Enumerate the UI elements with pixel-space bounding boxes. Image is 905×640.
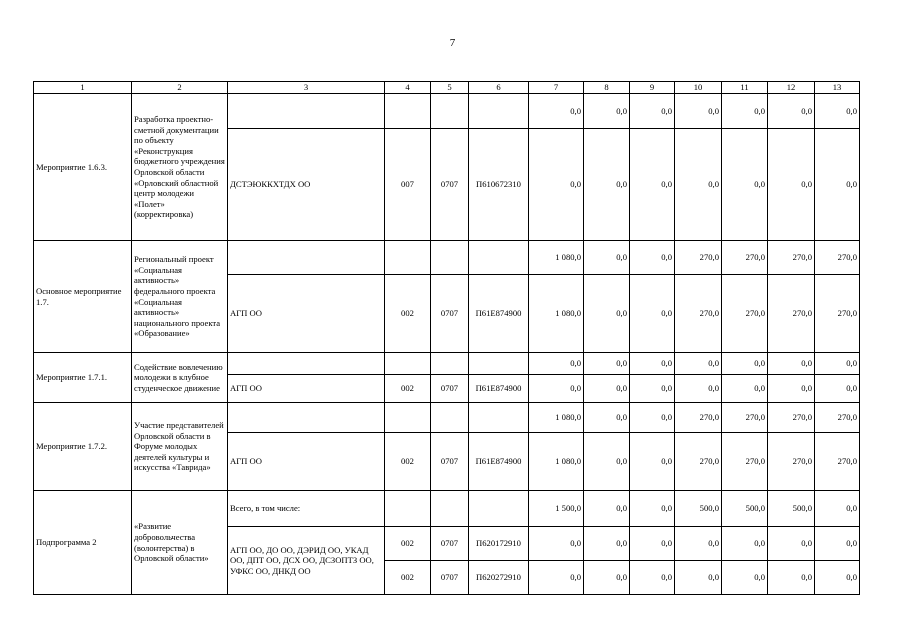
code-cell: П610672310: [469, 129, 529, 241]
code-cell: 002: [385, 433, 431, 491]
code-cell: П620172910: [469, 527, 529, 561]
value-cell: 270,0: [815, 275, 860, 353]
value-cell: 270,0: [675, 241, 722, 275]
code-cell: 0707: [431, 433, 469, 491]
code-cell: [431, 403, 469, 433]
executor-cell: АГП ОО: [228, 375, 385, 403]
value-cell: 0,0: [722, 527, 768, 561]
code-cell: П61Е874900: [469, 433, 529, 491]
value-cell: 0,0: [675, 94, 722, 129]
value-cell: 270,0: [722, 241, 768, 275]
code-cell: [469, 94, 529, 129]
value-cell: 270,0: [675, 275, 722, 353]
value-cell: 0,0: [584, 375, 630, 403]
executor-cell: АГП ОО: [228, 433, 385, 491]
table-row: [34, 403, 860, 433]
value-cell: 0,0: [630, 561, 675, 595]
executor-cell: Всего, в том числе:: [228, 491, 385, 527]
value-cell: 0,0: [768, 94, 815, 129]
code-cell: 002: [385, 527, 431, 561]
executor-cell: АГП ОО, ДО ОО, ДЭРИД ОО, УКАД ОО, ДПТ ОО, ДСХ ОО, ДСЗОПТЗ ОО, УФКС ОО, ДНКД ОО: [228, 527, 385, 595]
value-cell: 0,0: [722, 561, 768, 595]
column-header: 8: [584, 82, 630, 94]
executor-cell: ДСТЭЮККХТДХ ОО: [228, 129, 385, 241]
code-cell: [385, 353, 431, 375]
value-cell: 270,0: [815, 433, 860, 491]
value-cell: 0,0: [584, 491, 630, 527]
table-row: [34, 94, 860, 129]
code-cell: [469, 241, 529, 275]
value-cell: 1 080,0: [529, 433, 584, 491]
code-cell: 002: [385, 561, 431, 595]
value-cell: 270,0: [768, 241, 815, 275]
value-cell: 0,0: [630, 433, 675, 491]
executor-cell: АГП ОО: [228, 275, 385, 353]
value-cell: 0,0: [675, 375, 722, 403]
value-cell: 0,0: [584, 527, 630, 561]
code-cell: 0707: [431, 129, 469, 241]
value-cell: 0,0: [815, 129, 860, 241]
activity-description: «Развитие добровольчества (волонтерства) в Орловской области»: [132, 491, 228, 595]
value-cell: 1 080,0: [529, 403, 584, 433]
activity-name: Основное мероприятие 1.7.: [34, 241, 132, 353]
code-cell: [469, 353, 529, 375]
column-header: 7: [529, 82, 584, 94]
value-cell: 0,0: [768, 561, 815, 595]
value-cell: 0,0: [584, 403, 630, 433]
value-cell: 0,0: [584, 275, 630, 353]
activity-name: Подпрограмма 2: [34, 491, 132, 595]
executor-cell: [228, 403, 385, 433]
value-cell: 270,0: [768, 275, 815, 353]
value-cell: 0,0: [675, 527, 722, 561]
value-cell: 0,0: [584, 94, 630, 129]
value-cell: 0,0: [815, 561, 860, 595]
value-cell: 0,0: [675, 561, 722, 595]
value-cell: 0,0: [630, 353, 675, 375]
value-cell: 0,0: [584, 241, 630, 275]
activity-description: Разработка проектно-сметной документации по объекту «Реконструкция бюджетного учреждения Орловской области «Орловский областной центр молодежи «Полет» (корректировка): [132, 94, 228, 241]
activity-description: Региональный проект «Социальная активность» федерального проекта «Социальная активность» национального проекта «Образование»: [132, 241, 228, 353]
value-cell: 0,0: [722, 129, 768, 241]
value-cell: 270,0: [768, 403, 815, 433]
column-header: 5: [431, 82, 469, 94]
value-cell: 0,0: [584, 561, 630, 595]
activity-name: Мероприятие 1.7.1.: [34, 353, 132, 403]
value-cell: 0,0: [584, 129, 630, 241]
value-cell: 0,0: [768, 375, 815, 403]
column-header: 4: [385, 82, 431, 94]
column-header: 10: [675, 82, 722, 94]
value-cell: 1 500,0: [529, 491, 584, 527]
code-cell: [431, 241, 469, 275]
value-cell: 0,0: [630, 375, 675, 403]
value-cell: 0,0: [630, 275, 675, 353]
executor-cell: [228, 353, 385, 375]
executor-cell: [228, 94, 385, 129]
code-cell: П61Е874900: [469, 275, 529, 353]
value-cell: 0,0: [815, 353, 860, 375]
value-cell: 0,0: [630, 527, 675, 561]
value-cell: 0,0: [815, 375, 860, 403]
code-cell: [469, 491, 529, 527]
code-cell: 0707: [431, 375, 469, 403]
value-cell: 0,0: [630, 241, 675, 275]
value-cell: 0,0: [584, 353, 630, 375]
value-cell: 270,0: [722, 275, 768, 353]
code-cell: [385, 241, 431, 275]
value-cell: 0,0: [768, 527, 815, 561]
value-cell: 0,0: [630, 94, 675, 129]
code-cell: [431, 94, 469, 129]
code-cell: П61Е874900: [469, 375, 529, 403]
value-cell: 0,0: [815, 527, 860, 561]
executor-cell: [228, 241, 385, 275]
code-cell: 002: [385, 275, 431, 353]
column-header: 1: [34, 82, 132, 94]
value-cell: 500,0: [675, 491, 722, 527]
column-header: 12: [768, 82, 815, 94]
column-header: 2: [132, 82, 228, 94]
code-cell: 007: [385, 129, 431, 241]
code-cell: [385, 403, 431, 433]
code-cell: [385, 94, 431, 129]
value-cell: 0,0: [630, 491, 675, 527]
value-cell: 0,0: [722, 353, 768, 375]
value-cell: 270,0: [675, 403, 722, 433]
activity-name: Мероприятие 1.6.3.: [34, 94, 132, 241]
column-header: 9: [630, 82, 675, 94]
activity-name: Мероприятие 1.7.2.: [34, 403, 132, 491]
code-cell: 0707: [431, 561, 469, 595]
code-cell: 0707: [431, 527, 469, 561]
value-cell: 0,0: [529, 527, 584, 561]
column-header: 11: [722, 82, 768, 94]
value-cell: 0,0: [768, 353, 815, 375]
value-cell: 0,0: [529, 129, 584, 241]
value-cell: 0,0: [529, 561, 584, 595]
column-header: 13: [815, 82, 860, 94]
value-cell: 0,0: [630, 129, 675, 241]
code-cell: П620272910: [469, 561, 529, 595]
value-cell: 0,0: [675, 353, 722, 375]
value-cell: 270,0: [768, 433, 815, 491]
code-cell: [431, 353, 469, 375]
page-number: 7: [449, 37, 456, 49]
header-row: [34, 82, 860, 94]
value-cell: 0,0: [722, 375, 768, 403]
value-cell: 1 080,0: [529, 241, 584, 275]
value-cell: 500,0: [722, 491, 768, 527]
table-row: [34, 241, 860, 275]
table-row: [34, 491, 860, 527]
code-cell: 002: [385, 375, 431, 403]
value-cell: 0,0: [529, 94, 584, 129]
code-cell: [431, 491, 469, 527]
value-cell: 0,0: [768, 129, 815, 241]
value-cell: 0,0: [630, 403, 675, 433]
value-cell: 500,0: [768, 491, 815, 527]
activity-description: Участие представителей Орловской области в Форуме молодых деятелей культуры и искусства «Таврида»: [132, 403, 228, 491]
budget-table: [33, 81, 860, 595]
code-cell: 0707: [431, 275, 469, 353]
value-cell: 0,0: [529, 353, 584, 375]
value-cell: 270,0: [815, 241, 860, 275]
value-cell: 0,0: [529, 375, 584, 403]
code-cell: [385, 491, 431, 527]
value-cell: 270,0: [722, 433, 768, 491]
value-cell: 270,0: [675, 433, 722, 491]
column-header: 6: [469, 82, 529, 94]
value-cell: 0,0: [815, 491, 860, 527]
value-cell: 270,0: [722, 403, 768, 433]
value-cell: 0,0: [675, 129, 722, 241]
table-row: [34, 353, 860, 375]
code-cell: [469, 403, 529, 433]
activity-description: Содействие вовлечению молодежи в клубное студенческое движение: [132, 353, 228, 403]
value-cell: 0,0: [722, 94, 768, 129]
value-cell: 1 080,0: [529, 275, 584, 353]
value-cell: 270,0: [815, 403, 860, 433]
column-header: 3: [228, 82, 385, 94]
value-cell: 0,0: [584, 433, 630, 491]
value-cell: 0,0: [815, 94, 860, 129]
